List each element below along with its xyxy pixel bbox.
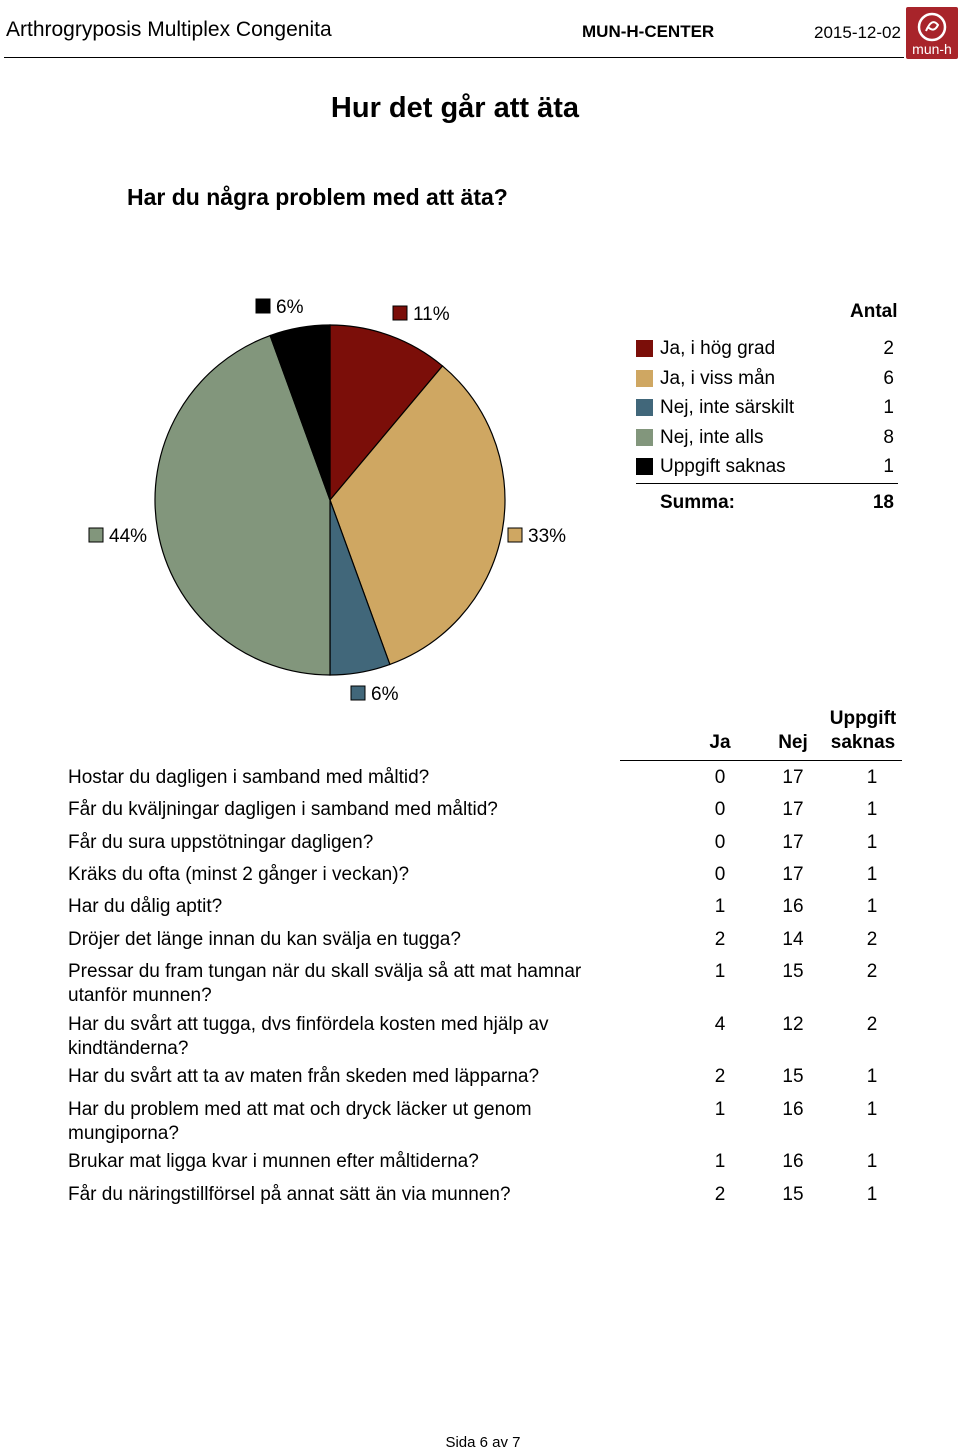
answer-ja: 0 [714, 767, 726, 788]
question-text: Har du dålig aptit? [68, 896, 223, 917]
page-title: Hur det går att äta [330, 92, 580, 124]
answer-nej: 17 [782, 767, 804, 788]
logo-text: mun-h [912, 41, 952, 57]
question-heading: Har du några problem med att äta? [127, 184, 508, 210]
column-header-saknas: saknas [830, 732, 896, 753]
slice-percent-label: 11% [413, 304, 450, 325]
answer-ja: 2 [714, 1184, 726, 1205]
answer-nej: 14 [782, 929, 804, 950]
answer-saknas: 1 [866, 799, 878, 820]
legend-count: 2 [883, 338, 894, 359]
legend-label: Ja, i viss mån [660, 367, 776, 389]
answer-ja: 1 [714, 896, 726, 917]
answer-saknas: 1 [866, 767, 878, 788]
answer-saknas: 2 [866, 929, 878, 950]
answer-nej: 15 [782, 1184, 804, 1205]
slice-percent-label: 6% [276, 297, 304, 318]
total-label: Summa: [660, 492, 735, 513]
answer-ja: 4 [714, 1014, 726, 1035]
logo-swirl-icon [906, 9, 958, 45]
slice-label-swatch [89, 528, 103, 542]
answer-nej: 17 [782, 832, 804, 853]
legend-title: Antal [850, 301, 898, 322]
question-text: Brukar mat ligga kvar i munnen efter måltiderna? [68, 1151, 479, 1172]
legend-swatch [636, 370, 653, 387]
legend-swatch [636, 340, 653, 357]
answer-nej: 17 [782, 864, 804, 885]
slice-label-swatch [508, 528, 522, 542]
legend-swatch [636, 399, 653, 416]
legend-label: Ja, i hög grad [660, 338, 776, 359]
question-text: Får du kväljningar dagligen i samband med måltid? [68, 799, 498, 820]
column-header-ja: Ja [709, 732, 731, 753]
slice-label-swatch [351, 686, 365, 700]
legend-item [636, 457, 898, 479]
legend-swatch [636, 429, 653, 446]
answer-nej: 16 [782, 896, 804, 917]
answer-nej: 17 [782, 799, 804, 820]
slice-label-swatch [256, 299, 270, 313]
pie-chart [0, 280, 630, 730]
organization-name: MUN-H-CENTER [582, 22, 715, 41]
answer-saknas: 2 [866, 961, 878, 982]
answer-saknas: 1 [866, 832, 878, 853]
legend-item [636, 339, 898, 361]
legend-count: 1 [883, 456, 894, 477]
question-text: Dröjer det länge innan du kan svälja en tugga? [68, 929, 461, 950]
question-text: Hostar du dagligen i samband med måltid? [68, 767, 430, 788]
header-divider [4, 57, 904, 58]
answer-nej: 16 [782, 1099, 804, 1120]
question-text: Har du problem med att mat och dryck läcker ut genom mungiporna? [68, 1099, 532, 1144]
slice-percent-label: 33% [528, 526, 567, 547]
answer-nej: 12 [782, 1014, 804, 1035]
legend-label: Nej, inte alls [660, 426, 764, 448]
report-date: 2015-12-02 [814, 23, 901, 42]
question-text: Har du svårt att tugga, dvs finfördela kosten med hjälp av kindtänderna? [68, 1014, 549, 1059]
legend-label: Uppgift saknas [660, 456, 786, 477]
legend-swatch [636, 458, 653, 475]
answer-nej: 15 [782, 1066, 804, 1087]
table-header-divider [620, 760, 902, 761]
answer-ja: 2 [714, 929, 726, 950]
answer-nej: 15 [782, 961, 804, 982]
column-header-nej: Nej [778, 732, 808, 753]
answer-saknas: 2 [866, 1014, 878, 1035]
answer-saknas: 1 [866, 1066, 878, 1087]
answer-saknas: 1 [866, 1151, 878, 1172]
legend-label: Nej, inte särskilt [660, 397, 795, 418]
answer-nej: 16 [782, 1151, 804, 1172]
question-text: Har du svårt att ta av maten från skeden med läpparna? [68, 1066, 540, 1087]
answer-saknas: 1 [866, 1184, 878, 1205]
legend-count: 1 [883, 397, 894, 418]
answer-ja: 0 [714, 864, 726, 885]
legend-count: 6 [883, 367, 894, 389]
answer-ja: 0 [714, 799, 726, 820]
answer-ja: 2 [714, 1066, 726, 1087]
answer-saknas: 1 [866, 896, 878, 917]
document-title: Arthrogryposis Multiplex Congenita [6, 18, 332, 41]
answer-saknas: 1 [866, 1099, 878, 1120]
column-header-uppgift: Uppgift [829, 708, 897, 729]
question-text: Får du sura uppstötningar dagligen? [68, 832, 374, 853]
answer-ja: 1 [714, 1151, 726, 1172]
total-value: 18 [872, 492, 894, 513]
question-text: Får du näringstillförsel på annat sätt än via munnen? [68, 1184, 511, 1205]
page-number: Sida 6 av 7 [445, 1434, 521, 1451]
slice-percent-label: 44% [109, 526, 148, 547]
answer-ja: 1 [714, 961, 726, 982]
legend-item [636, 398, 898, 420]
question-text: Pressar du fram tungan när du skall svälja så att mat hamnar utanför munnen? [68, 961, 582, 1006]
mun-h-logo [906, 7, 958, 59]
question-text: Kräks du ofta (minst 2 gånger i veckan)? [68, 864, 410, 885]
legend-item [636, 428, 898, 450]
legend-item [636, 369, 898, 391]
slice-percent-label: 6% [371, 684, 399, 705]
answer-saknas: 1 [866, 864, 878, 885]
slice-label-swatch [393, 306, 407, 320]
legend-count: 8 [883, 426, 894, 448]
answer-ja: 0 [714, 832, 726, 853]
legend-divider [636, 483, 898, 484]
answer-ja: 1 [714, 1099, 726, 1120]
